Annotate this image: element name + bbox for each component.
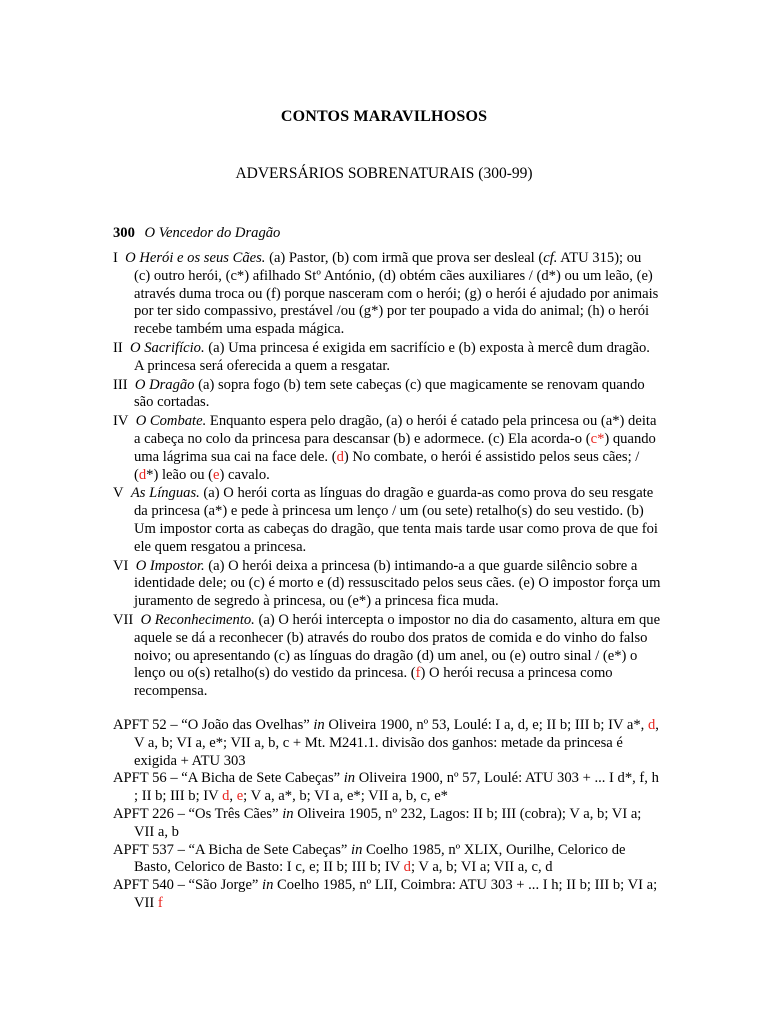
highlight-mark: c* — [590, 430, 605, 447]
section-numeral: I — [113, 250, 118, 266]
section-heading: O Impostor. — [135, 557, 205, 574]
highlight-mark: d — [138, 466, 147, 483]
highlight-mark: f — [157, 894, 163, 911]
episode-section — [113, 413, 661, 484]
episode-section — [113, 485, 661, 556]
text-run: ) cavalo. — [219, 466, 270, 483]
reference-list — [113, 717, 661, 913]
text-run: , V a, b; VI a, e*; VII a, b, c + Mt. M241.1. divisão dos ganhos: metade da princesa é exigida + ATU 303 — [134, 717, 659, 769]
highlight-mark: f — [415, 665, 421, 682]
text-run: APFT 226 – “Os Três Cães” — [113, 805, 283, 822]
text-run: ) O herói recusa a princesa como recompensa. — [134, 665, 613, 700]
section-numeral: VI — [113, 557, 129, 574]
reference-entry — [113, 877, 661, 913]
section-heading: O Sacrifício. — [130, 339, 205, 356]
text-run: in — [282, 805, 294, 822]
document-title: CONTOS MARAVILHOSOS — [280, 108, 488, 125]
text-run: Oliveira 1900, nº 57, Loulé: ATU 303 + ... I d*, f, h ; II b; III b; IV — [134, 770, 659, 805]
section-heading: O Herói e os seus Cães. — [125, 250, 266, 266]
episode-section — [113, 377, 661, 413]
text-run: ) No combate, o herói é assistido pelos seus cães; / ( — [134, 448, 640, 483]
section-numeral: VII — [113, 611, 134, 628]
tale-heading — [113, 225, 280, 243]
section-numeral: V — [113, 485, 124, 502]
section-heading: As Línguas. — [130, 485, 200, 502]
text-run: in — [262, 877, 274, 894]
section-heading: O Combate. — [135, 413, 207, 430]
text-run: Coelho 1985, nº XLIX, Ourilhe, Celorico de Basto, Celorico de Basto: I c, e; II b; III b; IV — [134, 841, 626, 876]
text-run: ATU 315); ou (c) outro herói, (c*) afilhado Stº António, (d) obtém cães auxiliares / (d*) ou um leão, (e) através duma troca ou (f) porque nasceram com o herói; (g) o herói é ajudado por animais por ter sido compassivo, prestável /ou (g*) por ter poupado a vida do animal; (h) o herói recebe também uma espada mágica. — [134, 250, 659, 338]
highlight-mark: e — [236, 788, 244, 805]
reference-entry — [113, 806, 661, 842]
text-run: (a) Pastor, (b) com irmã que prova ser desleal ( — [265, 250, 544, 266]
text-run: APFT 52 – “O João das Ovelhas” — [113, 717, 314, 733]
section-numeral: III — [113, 376, 128, 393]
text-run: cf. — [543, 250, 558, 266]
text-run: in — [343, 770, 356, 787]
text-run: (a) O herói corta as línguas do dragão e guarda-as como prova do seu resgate da princesa (a*) e pede à princesa um lenço / um (ou sete) retalho(s) do seu vestido. (b) Um impostor corta as cabeças do dragão, que tenta mais tarde usar como prova de que foi ele quem resgatou a princesa. — [134, 485, 658, 555]
text-run: ) quando uma lágrima sua cai na face dele. ( — [134, 430, 656, 465]
section-numeral: II — [113, 339, 123, 356]
episode-section — [113, 612, 661, 701]
highlight-mark: d — [403, 859, 411, 876]
highlight-mark: e — [213, 466, 220, 483]
episode-sections — [113, 250, 661, 702]
text-run: Oliveira 1905, nº 232, Lagos: II b; III (cobra); V a, b; VI a; VII a, b — [134, 805, 642, 840]
text-run: ; V a, a*, b; VI a, e*; VII a, b, c, e* — [243, 788, 448, 805]
text-run: in — [351, 841, 363, 858]
text-run: (a) O herói deixa a princesa (b) intimando-a a que guarde silêncio sobre a identidade dele; ou (c) é morto e (d) ressuscitado pelos seus cães. (e) O impostor força um juramento de segredo à princesa, ou (e*) a princesa fica muda. — [134, 557, 661, 610]
text-run: APFT 56 – “A Bicha de Sete Cabeças” — [113, 770, 344, 787]
section-heading: O Reconhecimento. — [140, 611, 255, 628]
section-numeral: IV — [113, 413, 129, 430]
text-run: , — [229, 788, 237, 805]
text-run: (a) O herói intercepta o impostor no dia do casamento, altura em que aquele se dá a reconhecer (b) através do roubo dos pratos de comida e do vinho do falso noivo; ou apresentando (c) as línguas do dragão (d) um anel, ou (e) outro sinal / (e*) o lenço ou o(s) retalho(s) do vestido da princesa. ( — [134, 611, 661, 682]
text-run: Coelho 1985, nº LII, Coimbra: ATU 303 + ... I h; II b; III b; VI a; VII — [134, 877, 658, 911]
episode-section — [113, 250, 661, 339]
reference-entry — [113, 770, 661, 806]
text-run: in — [313, 717, 325, 733]
highlight-mark: d — [222, 788, 230, 805]
document-subtitle: ADVERSÁRIOS SOBRENATURAIS (300-99) — [235, 165, 533, 182]
text-run: ; V a, b; VI a; VII a, c, d — [410, 859, 553, 876]
text-run: (a) Uma princesa é exigida em sacrifício e (b) exposta à mercê dum dragão. A princesa será oferecida a quem a resgatar. — [134, 339, 650, 374]
tale-name: O Vencedor do Dragão — [144, 225, 281, 241]
highlight-mark: d — [336, 448, 344, 465]
text-run: (a) sopra fogo (b) tem sete cabeças (c) que magicamente se renovam quando são cortadas. — [134, 376, 645, 411]
text-run: *) leão ou ( — [146, 466, 214, 483]
text-run: APFT 537 – “A Bicha de Sete Cabeças” — [113, 841, 352, 858]
reference-entry — [113, 842, 661, 878]
text-run: Enquanto espera pelo dragão, (a) o herói é catado pela princesa ou (a*) deita a cabeça no colo da princesa para descansar (b) e adormece. (c) Ela acorda-o ( — [134, 413, 657, 447]
tale-number: 300 — [113, 225, 135, 241]
episode-section — [113, 340, 661, 376]
section-heading: O Dragão — [134, 376, 195, 393]
text-run: APFT 540 – “São Jorge” — [113, 877, 263, 894]
episode-section — [113, 558, 661, 611]
reference-entry — [113, 717, 661, 770]
highlight-mark: d — [647, 717, 656, 733]
text-run: Oliveira 1900, nº 53, Loulé: I a, d, e; II b; III b; IV a*, — [324, 717, 648, 733]
